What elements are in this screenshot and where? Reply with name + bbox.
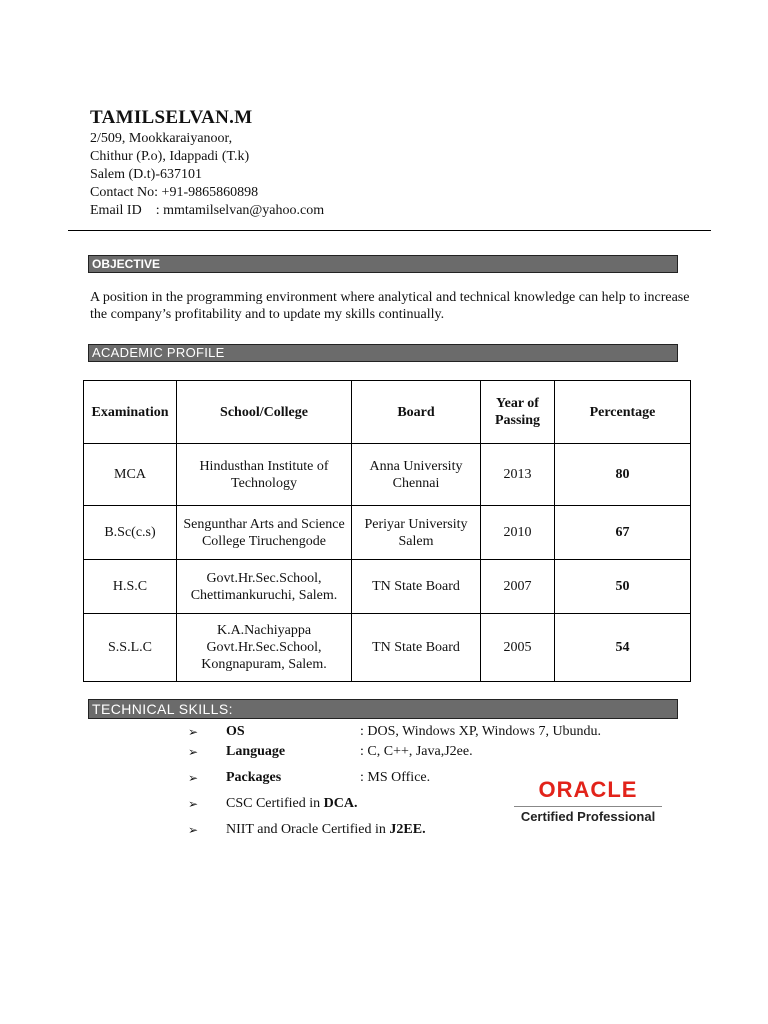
board-cell: TN State Board [352, 614, 481, 682]
address-line-1: 2/509, Mookkaraiyanoor, [90, 131, 233, 146]
contact-block [90, 130, 324, 220]
header-percentage: Percentage [555, 381, 691, 444]
academic-table [83, 380, 691, 682]
arrow-bullet-icon: ➢ [188, 823, 199, 837]
skill-niit [188, 821, 648, 841]
email-id: Email ID : mmtamilselvan@yahoo.com [90, 203, 325, 218]
school-cell: K.A.Nachiyappa Govt.Hr.Sec.School, Kongnapuram, Salem. [177, 614, 352, 682]
board-cell: Anna University Chennai [352, 444, 481, 506]
exam-cell: H.S.C [84, 560, 177, 614]
percentage-cell: 50 [555, 560, 691, 614]
skill-label: OS [226, 724, 245, 739]
arrow-bullet-icon: ➢ [188, 745, 199, 759]
skill-value: : DOS, Windows XP, Windows 7, Ubundu. [360, 724, 602, 739]
skill-text [226, 795, 357, 813]
arrow-bullet-icon: ➢ [188, 771, 199, 785]
table-row [84, 506, 691, 560]
year-cell: 2007 [481, 560, 555, 614]
board-cell: TN State Board [352, 560, 481, 614]
section-bar-objective: OBJECTIVE [88, 255, 678, 273]
header-board: Board [352, 381, 481, 444]
csc-bold: DCA. [323, 796, 358, 811]
section-bar-academic: ACADEMIC PROFILE [88, 344, 678, 362]
school-cell: Sengunthar Arts and Science College Tiruchengode [177, 506, 352, 560]
exam-cell: B.Sc(c.s) [84, 506, 177, 560]
skill-language [188, 743, 648, 763]
percentage-cell: 54 [555, 614, 691, 682]
arrow-bullet-icon: ➢ [188, 797, 199, 811]
address-line-2: Chithur (P.o), Idappadi (T.k) [90, 149, 250, 164]
contact-number: Contact No: +91-9865860898 [90, 185, 259, 200]
board-cell: Periyar University Salem [352, 506, 481, 560]
niit-text: NIIT and Oracle Certified in [226, 822, 390, 837]
csc-text: CSC Certified in [226, 796, 324, 811]
percentage-cell: 67 [555, 506, 691, 560]
year-cell: 2010 [481, 506, 555, 560]
table-row [84, 560, 691, 614]
arrow-bullet-icon: ➢ [188, 725, 199, 739]
address-line-3: Salem (D.t)-637101 [90, 167, 202, 182]
header-year: Year of Passing [481, 381, 555, 444]
objective-text: A position in the programming environment where analytical and technical knowledge can help to increase the company’s profitability and to update my skills continually. [90, 290, 690, 322]
table-row [84, 444, 691, 506]
oracle-certified-badge [512, 777, 664, 824]
skill-text [226, 821, 426, 839]
table-row [84, 614, 691, 682]
year-cell: 2013 [481, 444, 555, 506]
skill-label: Packages [226, 770, 282, 785]
niit-bold: J2EE. [389, 822, 426, 837]
skill-value: : MS Office. [360, 770, 431, 785]
header-school: School/College [177, 381, 352, 444]
candidate-name: TAMILSELVAN.M [90, 107, 253, 128]
percentage-cell: 80 [555, 444, 691, 506]
school-cell: Govt.Hr.Sec.School, Chettimankuruchi, Salem. [177, 560, 352, 614]
year-cell: 2005 [481, 614, 555, 682]
header-examination: Examination [84, 381, 177, 444]
exam-cell: S.S.L.C [84, 614, 177, 682]
badge-divider [514, 806, 662, 807]
oracle-caption: Certified Professional [520, 809, 656, 824]
exam-cell: MCA [84, 444, 177, 506]
skill-os [188, 723, 648, 743]
header-divider [68, 230, 711, 231]
oracle-logo: ORACLE [538, 777, 638, 802]
section-bar-technical-skills: TECHNICAL SKILLS: [88, 699, 678, 719]
school-cell: Hindusthan Institute of Technology [177, 444, 352, 506]
skill-value: : C, C++, Java,J2ee. [360, 744, 473, 759]
skill-label: Language [226, 744, 286, 759]
table-header-row [84, 381, 691, 444]
